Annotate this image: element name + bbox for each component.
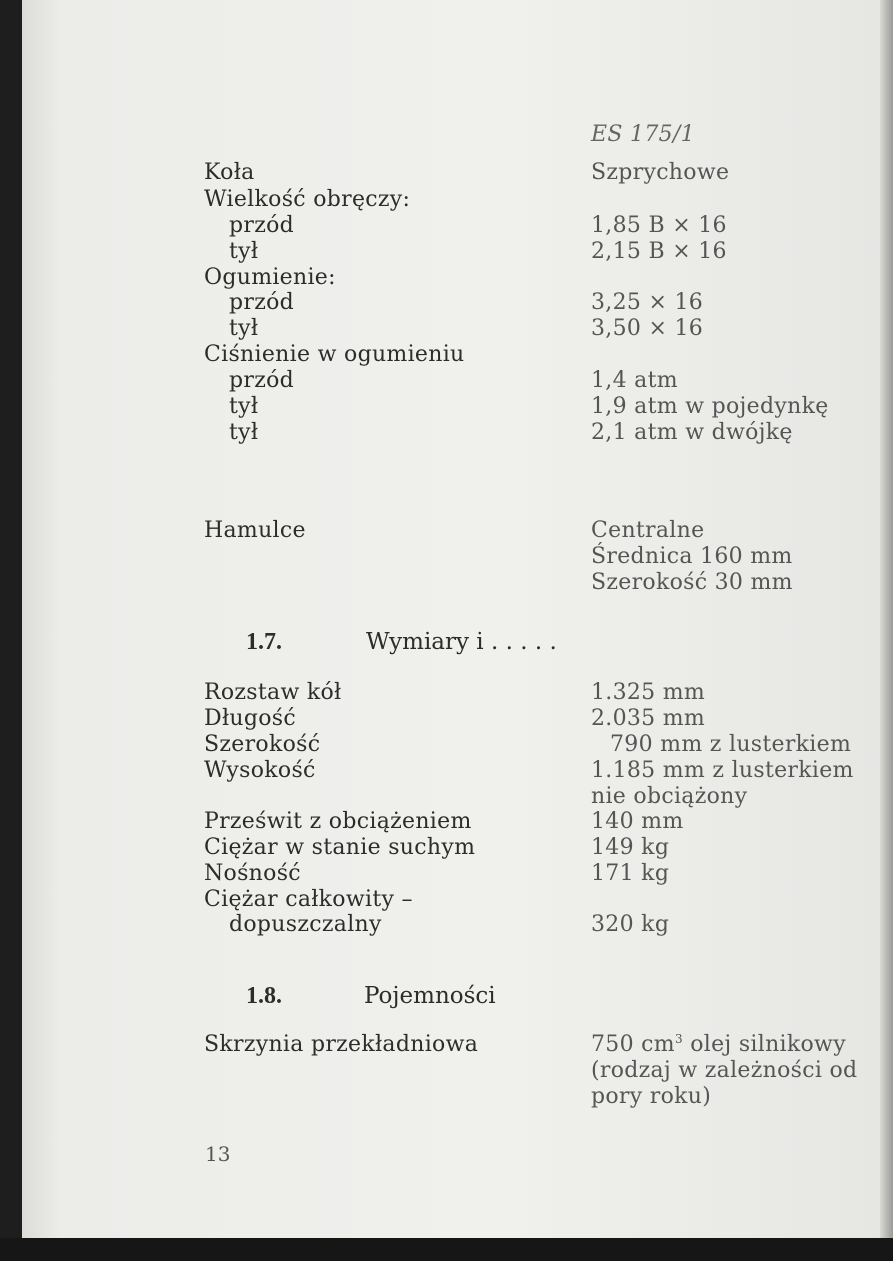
- spec-label-tyres: Ogumienie:: [204, 265, 336, 290]
- spec-value-dry-weight: 149 kg: [591, 835, 670, 860]
- spec-value-rim-front: 1,85 B × 16: [591, 213, 727, 238]
- spec-label-brakes: Hamulce: [204, 518, 306, 543]
- spec-label-wheelbase: Rozstaw kół: [204, 680, 342, 705]
- section-number-1-7: 1.7.: [246, 629, 282, 655]
- section-title-1-8: Pojemności: [364, 983, 496, 1009]
- page-bottom-edge: [0, 1238, 893, 1261]
- gearbox-oil: olej silnikowy: [682, 1032, 846, 1057]
- spec-value-ground-clearance: 140 mm: [591, 809, 684, 834]
- spec-label-tyre-front: przód: [229, 290, 295, 315]
- spec-value-gearbox-2: (rodzaj w zależności od: [591, 1058, 858, 1083]
- spec-value-tyre-front: 3,25 × 16: [591, 290, 704, 315]
- spec-value-rim-rear: 2,15 B × 16: [591, 239, 727, 264]
- spec-label-tyre-rear: tył: [229, 316, 259, 341]
- spec-label-dry-weight: Ciężar w stanie suchym: [204, 835, 476, 860]
- spec-value-gearbox-1: [591, 1032, 846, 1058]
- spec-label-rim-size: Wielkość obręczy:: [204, 187, 411, 212]
- spec-value-pressure-rear-solo: 1,9 atm w pojedynkę: [591, 394, 829, 419]
- spec-label-ground-clearance: Prześwit z obciążeniem: [204, 809, 472, 834]
- spec-label-rim-front: przód: [229, 213, 295, 238]
- page-number: 13: [205, 1142, 231, 1166]
- spec-label-width: Szerokość: [204, 732, 321, 757]
- spec-label-tyre-pressure: Ciśnienie w ogumieniu: [204, 342, 465, 367]
- spec-value-wheels: Szprychowe: [591, 160, 730, 185]
- spec-value-height: 1.185 mm z lusterkiem: [591, 758, 854, 783]
- spec-value-width: 790 mm z lusterkiem: [610, 732, 852, 757]
- spec-label-pressure-front: przód: [229, 368, 295, 393]
- gearbox-volume: 750 cm: [591, 1032, 675, 1057]
- spec-label-height: Wysokość: [204, 758, 316, 783]
- spec-value-pressure-rear-pair: 2,1 atm w dwójkę: [591, 420, 793, 445]
- spec-label-total-weight: Ciężar całkowity –: [204, 887, 413, 912]
- section-title-1-7: Wymiary i . . . . .: [366, 629, 557, 655]
- spec-value-wheelbase: 1.325 mm: [591, 680, 706, 705]
- spec-value-length: 2.035 mm: [591, 706, 706, 731]
- spec-value-brakes-width: Szerokość 30 mm: [591, 570, 793, 595]
- cubic-superscript: 3: [674, 1032, 683, 1046]
- spec-value-gearbox-3: pory roku): [591, 1084, 712, 1109]
- page-binding-edge: [0, 0, 22, 1261]
- spec-label-pressure-rear-solo: tył: [229, 394, 259, 419]
- model-header: ES 175/1: [591, 122, 695, 147]
- spec-value-brakes-diameter: Średnica 160 mm: [591, 544, 793, 569]
- spec-label-load-capacity: Nośność: [204, 861, 301, 886]
- spec-label-rim-rear: tył: [229, 239, 259, 264]
- spec-label-wheels: Koła: [204, 160, 255, 185]
- spec-label-total-weight-cont: dopuszczalny: [229, 912, 382, 937]
- section-number-1-8: 1.8.: [246, 983, 282, 1009]
- spec-value-total-weight: 320 kg: [591, 912, 670, 937]
- spec-value-load-capacity: 171 kg: [591, 861, 670, 886]
- spec-value-height-note: nie obciążony: [591, 784, 748, 809]
- page-right-edge: [880, 0, 893, 1261]
- spec-label-pressure-rear-pair: tył: [229, 420, 259, 445]
- spec-value-tyre-rear: 3,50 × 16: [591, 316, 704, 341]
- spec-label-gearbox: Skrzynia przekładniowa: [204, 1032, 479, 1057]
- spec-value-brakes-type: Centralne: [591, 518, 705, 543]
- spec-label-length: Długość: [204, 706, 296, 731]
- spec-value-pressure-front: 1,4 atm: [591, 368, 678, 393]
